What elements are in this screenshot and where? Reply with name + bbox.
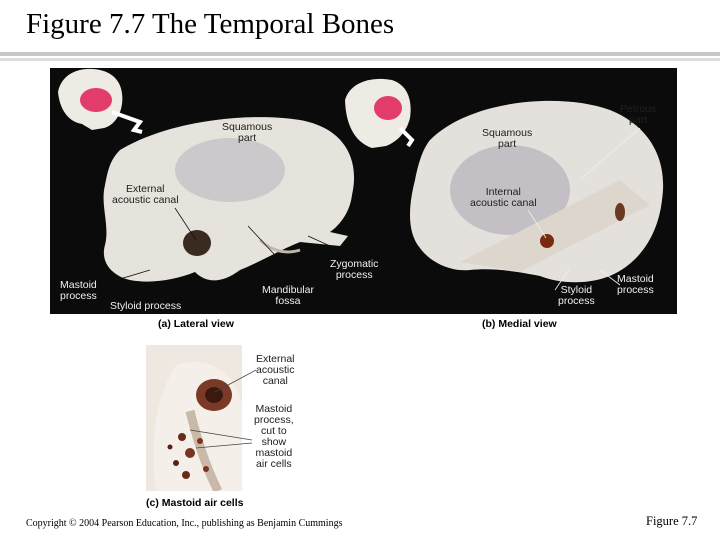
caption-letter-b: (b) [482,318,496,330]
label-squamous-part-medial: Squamous part [482,127,533,150]
label-mastoid-process-medial: Mastoid process [617,273,654,296]
label-external-acoustic-canal-lateral: External acoustic canal [112,183,179,206]
copyright-notice: Copyright © 2004 Pearson Education, Inc., publishing as Benjamin Cummings [26,518,343,529]
label-petrous-part: Petrous part [620,103,657,126]
label-zygomatic-process: Zygomatic process [330,258,379,281]
label-mastoid-process-cut: Mastoid process, cut to show mastoid air cells [254,403,294,470]
label-internal-acoustic-canal: Internal acoustic canal [470,186,537,209]
label-external-acoustic-canal-mastoid: External acoustic canal [256,353,295,387]
slide-title: Figure 7.7 The Temporal Bones [26,8,395,40]
figure-number: Figure 7.7 [646,514,698,528]
caption-text-c: Mastoid air cells [161,497,244,509]
caption-text-a: Lateral view [173,318,234,330]
label-styloid-process-lateral: Styloid process [110,300,182,312]
label-mandibular-fossa: Mandibular fossa [262,284,314,307]
caption-letter-c: (c) [146,497,159,509]
label-squamous-part-lateral: Squamous part [222,121,273,144]
caption-mastoid-air-cells [146,497,243,509]
caption-letter-a: (a) [158,318,171,330]
label-mastoid-process-lateral: Mastoid process [60,279,97,302]
label-styloid-process-medial: Styloid process [558,284,595,307]
caption-text-b: Medial view [498,318,557,330]
